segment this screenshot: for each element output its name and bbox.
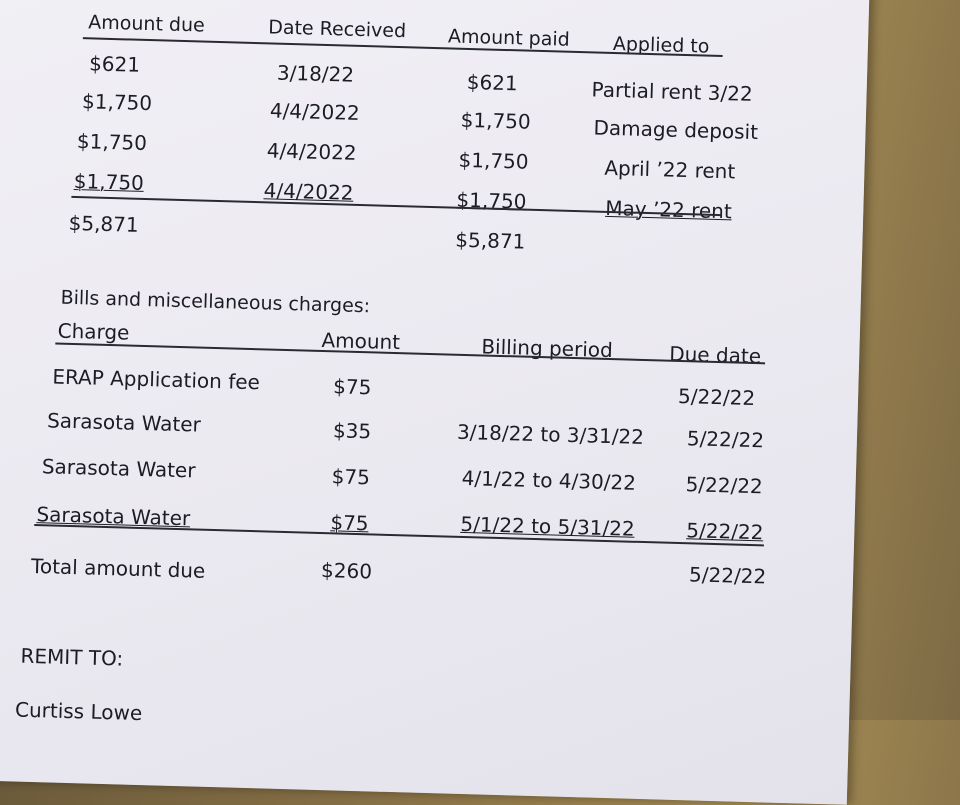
payment-row-4-due: $1,750 — [73, 168, 145, 195]
remit-name: Curtiss Lowe — [14, 697, 143, 726]
payment-row-2-paid: $1,750 — [460, 107, 532, 134]
payment-row-3-paid: $1,750 — [458, 147, 529, 174]
payment-row-3-due: $1,750 — [76, 129, 148, 156]
payment-row-3-date: 4/4/2022 — [266, 138, 357, 165]
bill-row-1-due: 5/22/22 — [677, 383, 756, 411]
payment-row-2-due: $1,750 — [81, 89, 153, 116]
bill-row-1-charge: ERAP Application fee — [52, 364, 261, 395]
bill-row-4-charge: Sarasota Water — [36, 502, 191, 531]
bills-header-due-date: Due date — [668, 341, 762, 369]
bills-total-due: 5/22/22 — [688, 562, 767, 589]
bills-header-rule — [55, 343, 765, 365]
header-amount-paid: Amount paid — [447, 25, 571, 51]
bills-total-label: Total amount due — [30, 553, 206, 583]
bills-total-amount: $260 — [320, 558, 373, 584]
header-date-received: Date Received — [267, 16, 407, 43]
bill-row-3-amount: $75 — [331, 464, 371, 490]
payment-row-3-applied: April ’22 rent — [604, 155, 736, 184]
bill-row-4-due: 5/22/22 — [686, 518, 764, 545]
bill-row-2-amount: $35 — [332, 418, 372, 444]
bills-total-rule — [34, 524, 764, 546]
bill-row-3-period: 4/1/22 to 4/30/22 — [461, 465, 637, 495]
payment-row-1-due: $621 — [88, 51, 141, 77]
payment-row-4-date: 4/4/2022 — [263, 178, 354, 205]
payment-row-1-date: 3/18/22 — [276, 60, 355, 87]
payment-row-1-applied: Partial rent 3/22 — [591, 77, 753, 106]
payment-row-4-applied: May ’22 rent — [604, 195, 733, 224]
remit-label: REMIT TO: — [20, 643, 124, 671]
bill-row-3-due: 5/22/22 — [685, 472, 764, 499]
bill-row-1-amount: $75 — [332, 374, 372, 400]
bill-row-4-period: 5/1/22 to 5/31/22 — [460, 511, 635, 541]
bill-row-2-due: 5/22/22 — [686, 426, 765, 453]
payment-row-2-applied: Damage deposit — [593, 115, 759, 145]
bill-row-2-charge: Sarasota Water — [46, 408, 202, 437]
bill-row-2-period: 3/18/22 to 3/31/22 — [456, 419, 645, 449]
bills-section-title: Bills and miscellaneous charges: — [60, 286, 371, 318]
payment-row-2-date: 4/4/2022 — [269, 98, 361, 125]
payment-row-4-paid: $1,750 — [456, 187, 527, 214]
bill-row-4-amount: $75 — [330, 510, 369, 536]
bills-header-charge: Charge — [57, 318, 130, 345]
bills-header-billing-period: Billing period — [481, 334, 614, 363]
bills-header-amount: Amount — [321, 327, 401, 355]
header-amount-due: Amount due — [87, 11, 206, 37]
payment-row-1-paid: $621 — [466, 69, 519, 96]
payments-total-due: $5,871 — [68, 210, 139, 237]
header-applied-to: Applied to — [612, 32, 710, 58]
bill-row-3-charge: Sarasota Water — [41, 454, 196, 483]
payments-total-paid: $5,871 — [455, 227, 526, 254]
